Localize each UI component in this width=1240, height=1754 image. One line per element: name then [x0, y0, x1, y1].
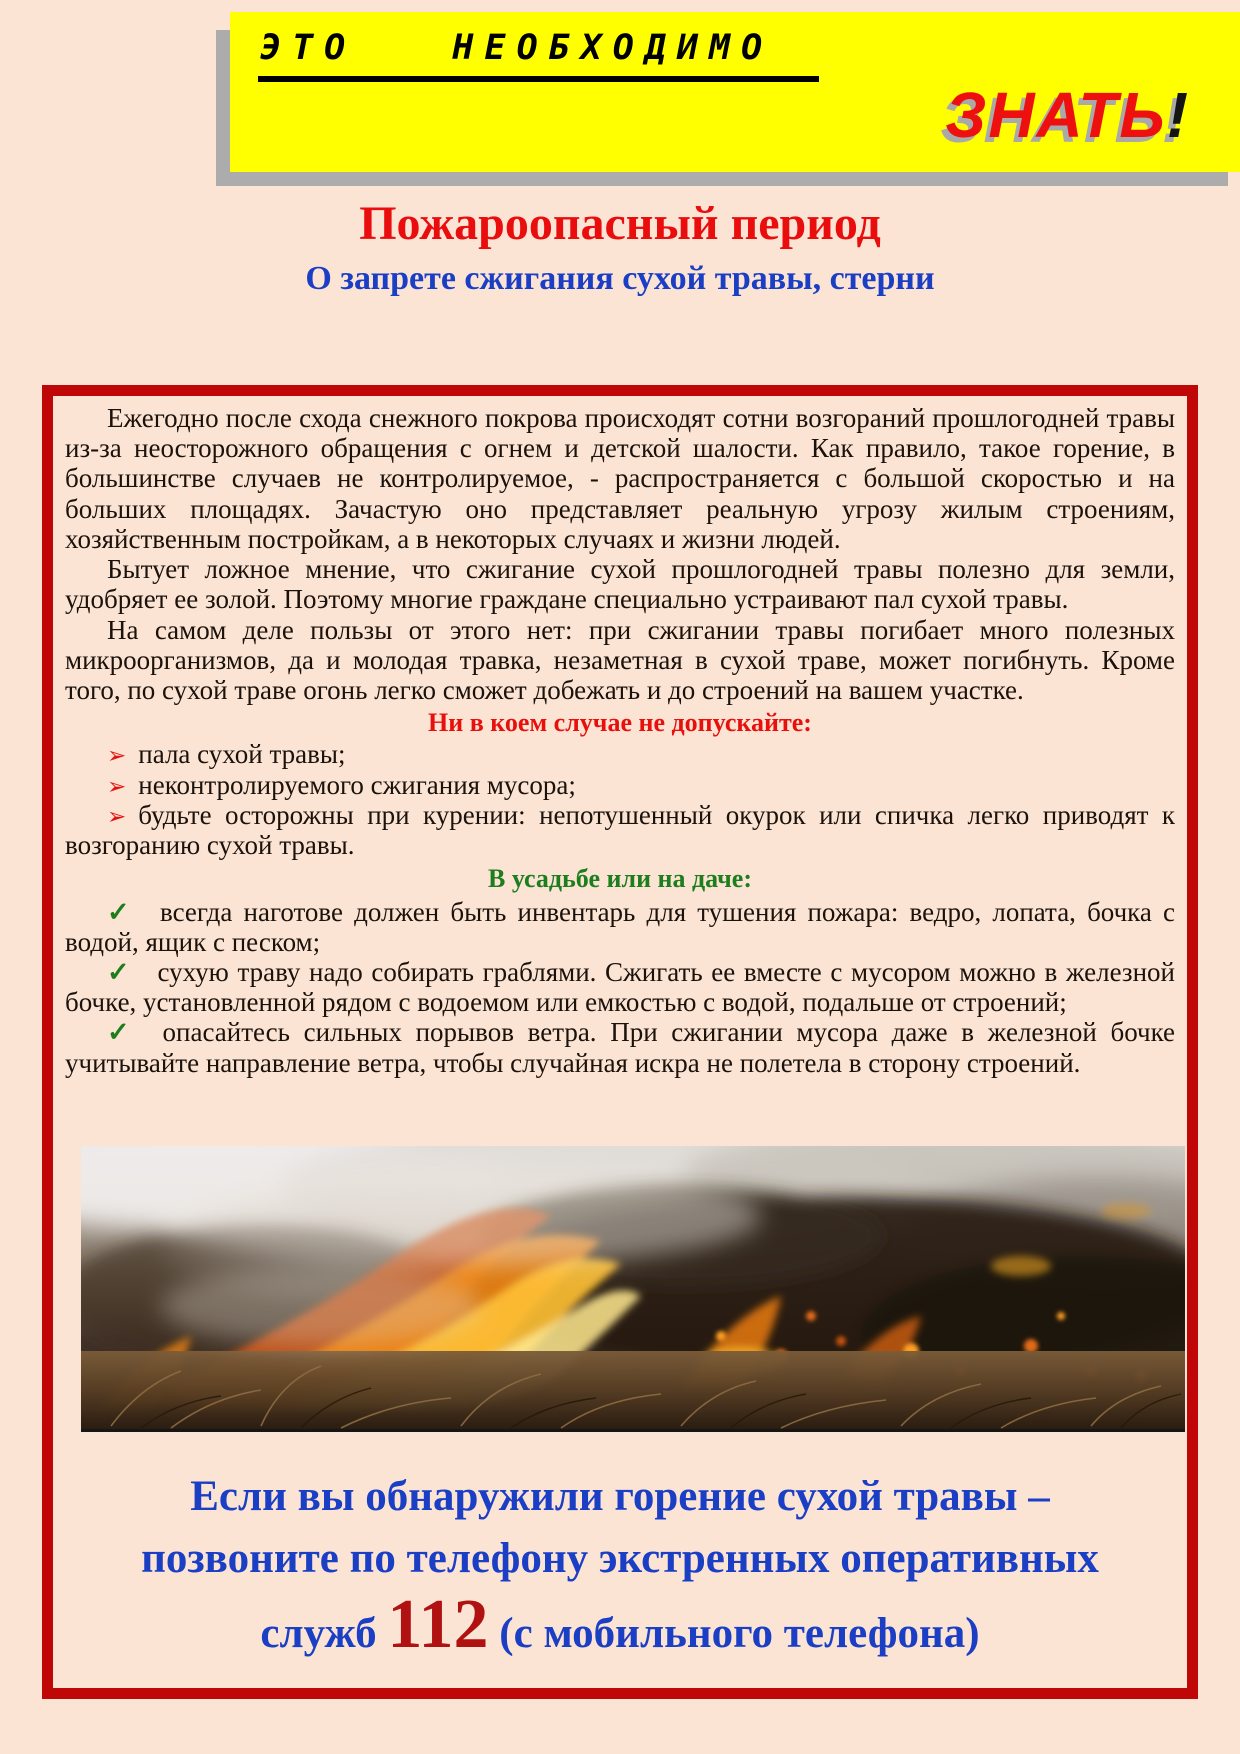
list-item-text: будьте осторожны при курении: непотушенный окурок или спичка легко приводят к возгоранию сухой травы.	[65, 799, 1175, 861]
list-item	[65, 739, 1175, 769]
check-bullet-icon: ✓	[107, 1017, 137, 1048]
list-item	[65, 770, 1175, 800]
attention-banner	[230, 12, 1240, 172]
arrow-bullet-icon: ➢	[107, 803, 127, 829]
check-bullet-icon: ✓	[107, 896, 135, 927]
list-item-text: неконтролируемого сжигания мусора;	[138, 769, 576, 800]
banner-znat-text: ЗНАТЬ	[945, 79, 1167, 151]
emergency-line-3	[65, 1585, 1175, 1665]
list-item-text: сухую траву надо собирать граблями. Сжигать ее вместе с мусором можно в железной бочке, установленной рядом с водоемом или емкостью с водой, подальше от строений;	[65, 956, 1176, 1018]
emergency-number-112: 112	[387, 1585, 489, 1663]
list-item-text: всегда наготове должен быть инвентарь для тушения пожара: ведро, лопата, бочка с водой, ящик с песком;	[65, 896, 1176, 957]
check-bullet-icon: ✓	[107, 956, 132, 987]
list-item-text: опасайтесь сильных порывов ветра. При сжигании мусора даже в железной бочке учитывайте направление ветра, чтобы случайная искра не полетела в сторону строений.	[65, 1017, 1176, 1078]
page-title: Пожароопасный период	[359, 197, 881, 250]
paragraph: Ежегодно после схода снежного покрова происходят сотни возгораний прошлогодней травы из-за неосторожного обращения с огнем и детской шалости. Как правило, такое горение, в большинстве случаев не контролируемое, - распространяется с большой скоростью и на больших площадях. Зачастую оно представляет реальную угрозу жилым строениям, хозяйственным постройкам, а в некоторых случаях и жизни людей.	[65, 403, 1175, 554]
banner-line-1: ЭТО НЕОБХОДИМО	[258, 28, 819, 82]
list-item	[65, 897, 1175, 957]
emergency-line-3-prefix: служб	[260, 1609, 388, 1657]
paragraph: Бытует ложное мнение, что сжигание сухой прошлогодней травы полезно для земли, удобряет ее золой. Поэтому многие граждане специально устраивают пал сухой травы.	[65, 554, 1175, 615]
content-box	[42, 385, 1198, 1699]
banner-line-2	[945, 78, 1190, 152]
list-item	[65, 957, 1175, 1017]
emergency-call-text	[65, 1466, 1175, 1665]
arrow-bullet-icon: ➢	[107, 773, 127, 799]
page-subtitle: О запрете сжигания сухой травы, стерни	[305, 260, 935, 297]
emergency-line-1: Если вы обнаружили горение сухой травы –	[190, 1472, 1050, 1520]
banner-exclamation: !	[1166, 79, 1190, 151]
list-item	[65, 1017, 1175, 1077]
body-text	[65, 403, 1175, 1078]
paragraph: На самом деле пользы от этого нет: при сжигании травы погибает много полезных микроорганизмов, да и молодая травка, незаметная в сухой траве, может погибнуть. Кроме того, по сухой траве огонь легко сможет добежать и до строений на вашем участке.	[65, 614, 1175, 706]
arrow-bullet-icon: ➢	[107, 743, 127, 769]
burning-grass-photo	[81, 1146, 1185, 1432]
emergency-line-3-suffix: (с мобильного телефона)	[488, 1609, 980, 1657]
list-item-text: пала сухой травы;	[138, 739, 346, 770]
warning-heading: Ни в коем случае не допускайте:	[428, 708, 812, 738]
dacha-heading: В усадьбе или на даче:	[488, 864, 752, 894]
list-item	[65, 800, 1175, 860]
emergency-line-2: позвоните по телефону экстренных оперативных	[141, 1534, 1099, 1582]
